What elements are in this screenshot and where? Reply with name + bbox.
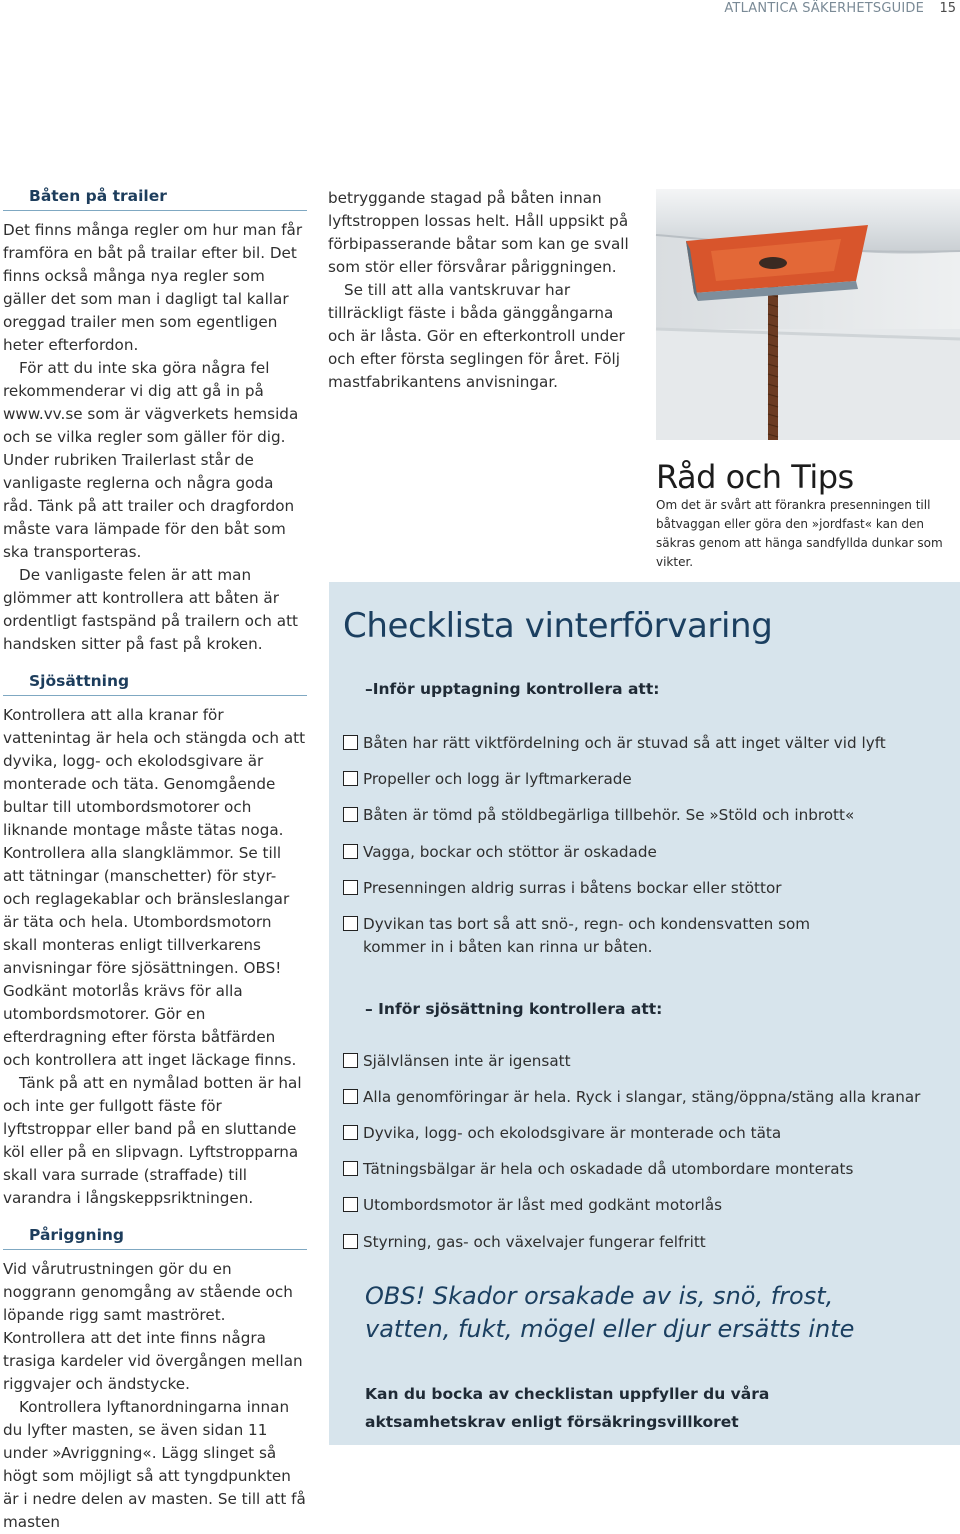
checklist-item-label: Vagga, bockar och stöttor är oskadade <box>363 843 657 861</box>
checklist-item-label: Presenningen aldrig surras i båtens bockar eller stöttor <box>363 879 782 897</box>
trailer-paragraph: De vanligaste felen är att man glömmer att kontrollera att båten är ordentligt fastspänd på trailern och att handsken sitter på fast på kroken. <box>3 566 298 653</box>
checkbox[interactable] <box>343 1197 358 1212</box>
trailer-heading: Båten på trailer <box>3 187 307 211</box>
section2-title: – Inför sjösättning kontrollera att: <box>365 1000 663 1018</box>
obs-warning: OBS! Skador orsakade av is, snö, frost, vatten, fukt, mögel eller djur ersätts inte <box>365 1282 855 1343</box>
checkbox[interactable] <box>343 1053 358 1068</box>
launch-heading: Sjösättning <box>3 672 307 696</box>
rigging-paragraph: Vid vårutrustningen gör du en noggrann genomgång av stående och löpande rigg samt maströret. Kontrollera att det inte finns några trasiga kardeler vid övergången mellan riggvajer och ändstycke. <box>3 1260 303 1393</box>
checklist-item-label: Styrning, gas- och växelvajer fungerar felfritt <box>363 1233 706 1251</box>
checklist-item <box>343 1231 943 1254</box>
boat-support-illustration <box>656 189 960 440</box>
checklist-item-label: Självlänsen inte är igensatt <box>363 1052 571 1070</box>
launch-paragraph: Kontrollera att alla kranar för vattenintag är hela och stängda och att dyvika, logg- och ekolodsgivare är monterade och täta. Genomgående bultar till utombordsmotorer och liknande montage måste tätas noga. Kontrollera alla slangklämmor. Se till att tätningar (manschetter) för styr- och reglagekablar och bränsleslangar är täta och hela. Utombordsmotorn skall monteras enligt tillverkarens anvisningar före sjösättningen. OBS! Godkänt motorlås krävs för alla utombordsmotorer. Gör en efterdragning efter första båtfärden och kontrollera att inget läckage finns. <box>3 706 306 1069</box>
checklist-item-label: Båten har rätt viktfördelning och är stuvad så att inget välter vid lyft <box>363 734 886 752</box>
rigging-heading: Påriggning <box>3 1226 307 1250</box>
checklist-item-label: Utombordsmotor är låst med godkänt motorlås <box>363 1196 723 1214</box>
checkbox[interactable] <box>343 916 358 931</box>
launch-body <box>3 704 307 1210</box>
checkbox[interactable] <box>343 807 358 822</box>
checklist-title: Checklista vinterförvaring <box>343 606 773 646</box>
checklist-item-label: Dyvika, logg- och ekolodsgivare är monterade och täta <box>363 1124 782 1142</box>
checklist-item-label: Tätningsbälgar är hela och oskadade då utombordare monterats <box>363 1160 854 1178</box>
tips-text: Om det är svårt att förankra presenningen till båtvaggan eller göra den »jordfast« kan den säkras genom att hänga sandfyllda dunkar som vikter. <box>656 498 943 569</box>
checkbox[interactable] <box>343 1161 358 1176</box>
checklist-item <box>343 913 833 959</box>
checkbox[interactable] <box>343 735 358 750</box>
trailer-paragraph: För att du inte ska göra några fel rekommenderar vi dig att gå in på www.vv.se som är vägverkets hemsida och se vilka regler som gäller för dig. Under rubriken Trailerlast står de vanligaste reglerna och några goda råd. Tänk på att trailer och dragfordon måste vara lämpade för den båt som ska transporteras. <box>3 359 299 561</box>
checklist-item <box>343 732 943 755</box>
checklist-panel <box>329 582 960 1445</box>
middle-paragraph: betryggande stagad på båten innan lyftstroppen lossas helt. Håll uppsikt på förbipasserande båtar som kan ge svall som stör eller försvårar påriggningen. <box>328 189 629 276</box>
left-column <box>3 187 307 1534</box>
checklist-footnote: Kan du bocka av checklistan uppfyller du våra aktsamhetskrav enligt försäkringsvillkoret <box>365 1385 770 1431</box>
checklist-item-label: Båten är tömd på stöldbegärliga tillbehör. Se »Stöld och inbrott« <box>363 806 855 824</box>
page-header <box>560 0 960 22</box>
checklist-item <box>343 1158 943 1181</box>
launch-paragraph: Tänk på att en nymålad botten är hal och inte ger fullgott fäste för lyftstroppar eller band på en sluttande köl eller på en slipvagn. Lyftstropparna skall vara surrade (straffade) till varandra i långskeppsriktningen. <box>3 1074 302 1207</box>
checklist-item <box>343 768 943 791</box>
checkbox[interactable] <box>343 1089 358 1104</box>
rigging-paragraph: Kontrollera lyftanordningarna innan du lyfter masten, se även sidan 11 under »Avriggning«. Lägg slinget så högt som möjligt så att tyngdpunkten är i nedre delen av masten. Se till att få masten <box>3 1398 306 1531</box>
trailer-body <box>3 219 307 656</box>
middle-column <box>328 187 638 394</box>
middle-body <box>328 187 638 394</box>
trailer-paragraph: Det finns många regler om hur man får framföra en båt på trailar efter bil. Det finns också många nya regler som gäller det som man i dagligt tal kallar oreggad trailer men som egentligen heter efterfordon. <box>3 221 303 354</box>
checklist-item <box>343 804 943 827</box>
checklist-item <box>343 1086 943 1109</box>
checklist-item <box>343 841 943 864</box>
checkbox[interactable] <box>343 771 358 786</box>
checklist-item-label: Alla genomföringar är hela. Ryck i slangar, stäng/öppna/stäng alla kranar <box>363 1088 921 1106</box>
publication-title: ATLANTICA SÄKERHETSGUIDE <box>724 1 924 16</box>
boat-support-photo <box>656 189 960 440</box>
checklist-item-label: Dyvikan tas bort så att snö-, regn- och kondensvatten som kommer in i båten kan rinna ur båten. <box>363 915 811 956</box>
checklist-item-label: Propeller och logg är lyftmarkerade <box>363 770 632 788</box>
middle-paragraph: Se till att alla vantskruvar har tillräckligt fäste i båda gänggångarna och är låsta. Gör en efterkontroll under och efter första seglingen för året. Följ mastfabrikantens anvisningar. <box>328 281 625 391</box>
page-number: 15 <box>939 1 956 16</box>
checklist-item <box>343 1122 943 1145</box>
checklist-item <box>343 1194 943 1217</box>
section1-title: –Inför upptagning kontrollera att: <box>365 680 660 698</box>
checkbox[interactable] <box>343 1125 358 1140</box>
checklist-item <box>343 1050 943 1073</box>
checkbox[interactable] <box>343 880 358 895</box>
checkbox[interactable] <box>343 844 358 859</box>
checklist-item <box>343 877 943 900</box>
tips-box <box>656 458 956 572</box>
tips-title: Råd och Tips <box>656 458 854 496</box>
rigging-body <box>3 1258 307 1534</box>
checkbox[interactable] <box>343 1234 358 1249</box>
